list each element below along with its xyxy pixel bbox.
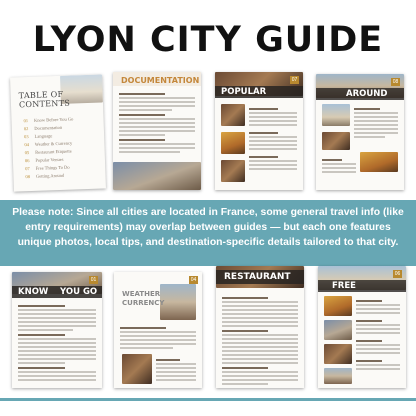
weather-heading: WEATHER [122, 290, 161, 298]
page-number: 01 [90, 277, 97, 283]
page-number: 08 [392, 79, 399, 85]
page-number: 04 [190, 277, 197, 283]
popular-heading: POPULAR [221, 87, 267, 97]
toc-item: 06 Popular Venues [24, 156, 64, 164]
toc-item: 05 Restaurant Etiquette [24, 148, 72, 156]
restaurant-text [222, 294, 298, 387]
venue-photo [221, 160, 245, 182]
toc-item: 03 Language [24, 133, 53, 140]
preview-page-table-of-contents [10, 74, 106, 191]
preview-page-popular [215, 72, 303, 190]
toc-item: 02 Documentation [23, 124, 63, 132]
restaurant-heading: RESTAURANT [224, 272, 291, 282]
toc-item: 01 Know Before You Go [23, 116, 74, 124]
venue-photo [221, 132, 245, 154]
toc-list [23, 115, 75, 181]
preview-page-weather-currency [114, 272, 202, 388]
notice-banner: Please note: Since all cities are located in France, some general travel info (like entry requirements) may overlap between guides — but each one features unique photos, local tips, and destination-specific details tailored to that city. [0, 200, 416, 266]
preview-page-getting-around [316, 74, 404, 190]
venue-photo [221, 104, 245, 126]
transport-photo [322, 104, 350, 126]
attraction-text [356, 297, 400, 372]
preview-page-free-things [318, 266, 406, 388]
transport-text [354, 105, 398, 140]
toc-item: 04 Weather & Currency [24, 140, 73, 148]
you-go-heading: YOU GO [60, 287, 98, 297]
toc-item: 08 Getting Around [25, 172, 65, 180]
currency-heading: CURRENCY [122, 299, 165, 307]
page-number: 07 [291, 77, 298, 83]
know-text [18, 302, 96, 383]
attraction-photo [324, 296, 352, 316]
free-heading: FREE [332, 281, 356, 291]
venue-text [249, 105, 297, 172]
attraction-photo [324, 368, 352, 384]
know-heading: KNOW [18, 287, 49, 297]
around-heading: AROUND [346, 89, 388, 99]
currency-text [156, 356, 196, 383]
header-photo [160, 284, 196, 320]
preview-page-restaurant [216, 266, 304, 388]
attraction-photo [324, 344, 352, 364]
toc-item: 07 Free Things To Do [25, 164, 70, 172]
transport-photo [322, 132, 350, 150]
page-title: LYON CITY GUIDE [32, 20, 384, 60]
weather-text [120, 324, 196, 351]
attraction-photo [324, 320, 352, 340]
transport-text [322, 156, 356, 175]
bottom-accent-strip [0, 398, 416, 401]
transport-photo [360, 152, 398, 172]
preview-page-documentation [113, 72, 201, 190]
documentation-heading: DOCUMENTATION [121, 76, 200, 85]
preview-page-know-before-you-go [12, 272, 102, 388]
city-photo [113, 162, 201, 190]
documentation-text [119, 90, 195, 155]
currency-photo [122, 354, 152, 384]
page-number: 06 [394, 271, 401, 277]
toc-heading: TABLE OF CONTENTS [18, 89, 71, 110]
